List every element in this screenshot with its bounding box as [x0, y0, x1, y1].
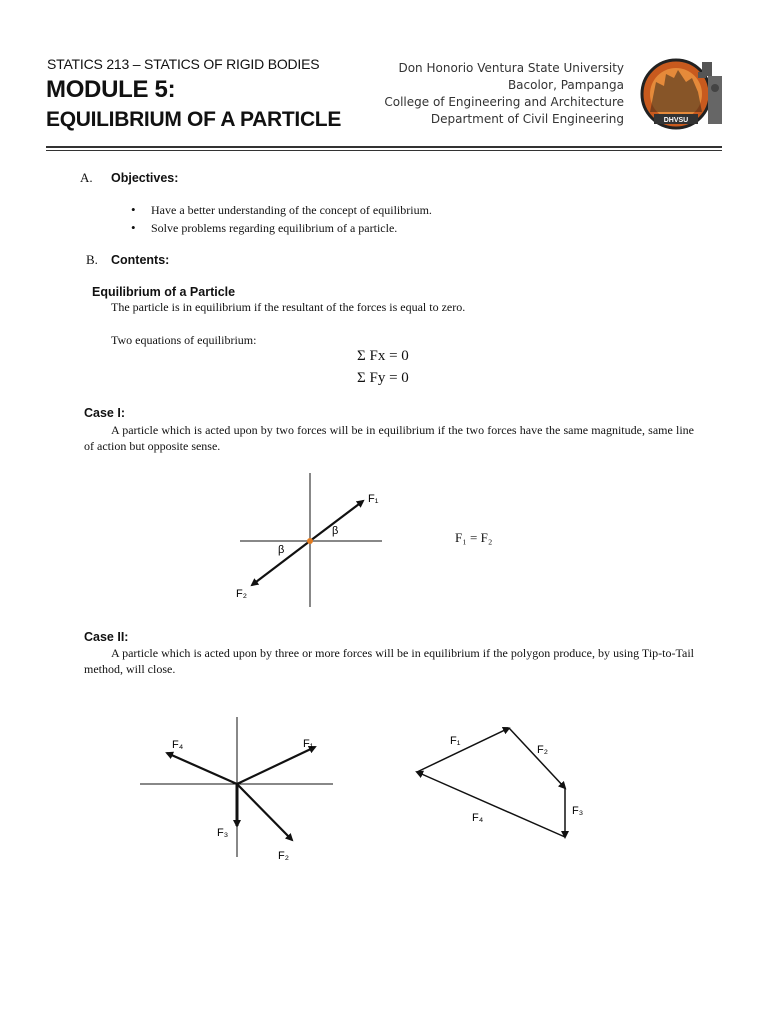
intro-text: The particle is in equilibrium if the resultant of the forces is equal to zero.	[111, 300, 466, 314]
case2-heading: Case II:	[84, 630, 129, 644]
label-f3: F₃	[217, 827, 229, 839]
section-b-letter: B.	[86, 252, 98, 267]
equation-fy: Σ Fy = 0	[357, 370, 409, 386]
case1-relation: F₁ = F₂	[455, 530, 493, 545]
angle-beta-upper: β	[332, 525, 339, 537]
label-f2: F₂	[236, 588, 247, 600]
module-title: EQUILIBRIUM OF A PARTICLE	[46, 108, 342, 131]
polygon-f4	[417, 772, 565, 837]
college-name: College of Engineering and Architecture	[384, 95, 624, 109]
particle-point	[307, 538, 313, 544]
equations-label: Two equations of equilibrium:	[111, 333, 257, 347]
list-item: • Have a better understanding of the concept of equilibrium.	[129, 203, 432, 218]
section-a-letter: A.	[80, 170, 93, 185]
case2-force-polygon	[405, 720, 595, 850]
label-f2: F₂	[278, 850, 289, 862]
case1-text: A particle which is acted upon by two forces will be in equilibrium if the two forces have the same magnitude, same line of action but opposite sense.	[84, 423, 694, 453]
section-a-heading: Objectives:	[111, 171, 179, 185]
label-f2: F₂	[537, 744, 548, 756]
university-logo	[636, 52, 728, 136]
course-title: STATICS 213 – STATICS OF RIGID BODIES	[47, 56, 320, 72]
label-f1: F₁	[303, 738, 314, 750]
case1-diagram	[230, 470, 400, 610]
force-f1-arrow	[237, 747, 315, 784]
label-f4: F₄	[172, 739, 184, 751]
label-f4: F₄	[472, 812, 484, 824]
polygon-f1	[417, 728, 509, 772]
header-rule-thin	[46, 150, 722, 151]
equation-fx: Σ Fx = 0	[357, 348, 409, 364]
label-f3: F₃	[572, 805, 584, 817]
polygon-f2	[509, 728, 565, 788]
case1-heading: Case I:	[84, 406, 125, 420]
university-name: Don Honorio Ventura State University	[398, 61, 624, 75]
section-b-heading: Contents:	[111, 253, 170, 267]
label-f1: F₁	[450, 735, 461, 747]
module-number: MODULE 5:	[46, 76, 176, 103]
logo-text: DHVSU	[663, 117, 689, 124]
case2-force-diagram	[135, 715, 340, 865]
department-name: Department of Civil Engineering	[430, 112, 624, 126]
force-f4-arrow	[167, 753, 237, 784]
case2-text: A particle which is acted upon by three or more forces will be in equilibrium if the polygon produce, by using Tip-to-Tail method, will close.	[84, 646, 694, 676]
objectives-list	[129, 203, 432, 239]
university-location: Bacolor, Pampanga	[507, 78, 624, 92]
header-rule	[46, 146, 722, 148]
label-f1: F₁	[368, 493, 379, 505]
subheading: Equilibrium of a Particle	[92, 285, 236, 299]
list-item: • Solve problems regarding equilibrium of a particle.	[129, 221, 432, 236]
angle-beta-lower: β	[278, 544, 285, 556]
force-f2-arrow	[237, 784, 292, 840]
